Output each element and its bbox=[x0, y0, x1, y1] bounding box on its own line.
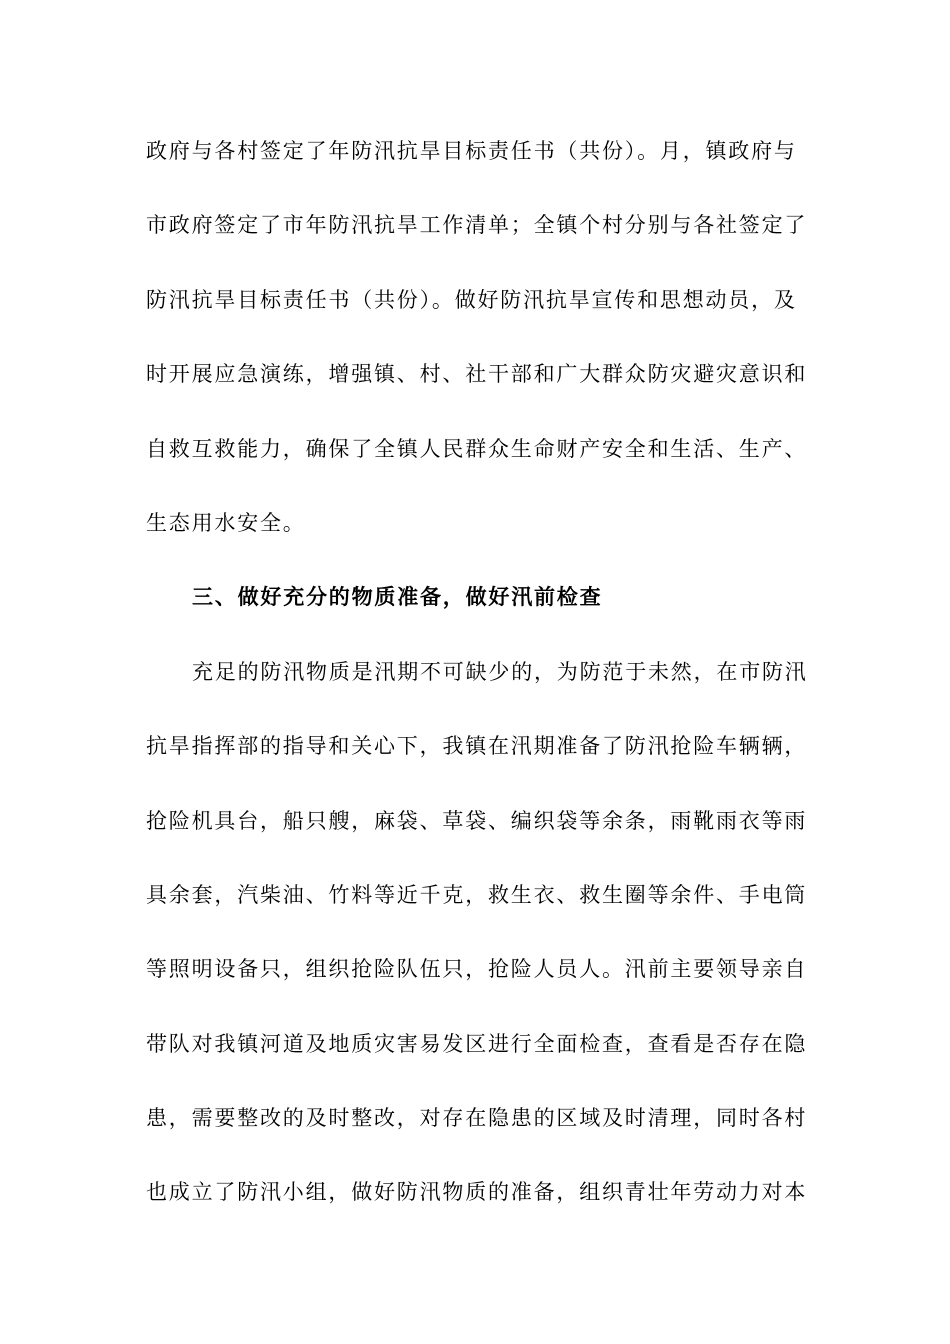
document-body bbox=[146, 124, 806, 1240]
paragraph-line: 等照明设备只，组织抢险队伍只，抢险人员人。汛前主要领导亲自 bbox=[146, 957, 808, 982]
paragraph-line: 生态用水安全。 bbox=[146, 510, 306, 535]
paragraph-line: 市政府签定了市年防汛抗旱工作清单；全镇个村分别与各社签定了 bbox=[146, 213, 808, 238]
paragraph-line: 也成立了防汛小组，做好防汛物质的准备，组织青壮年劳动力对本 bbox=[146, 1180, 808, 1205]
paragraph-line: 带队对我镇河道及地质灾害易发区进行全面检查，查看是否存在隐 bbox=[146, 1031, 808, 1056]
paragraph-line: 患，需要整改的及时整改，对存在隐患的区域及时清理，同时各村 bbox=[146, 1106, 808, 1131]
paragraph-line: 时开展应急演练，增强镇、村、社干部和广大群众防灾避灾意识和 bbox=[146, 362, 808, 387]
paragraph-line: 政府与各村签定了年防汛抗旱目标责任书（共份）。月，镇政府与 bbox=[146, 139, 797, 163]
paragraph-line: 抢险机具台，船只艘，麻袋、草袋、编织袋等余条，雨靴雨衣等雨 bbox=[146, 808, 808, 833]
paragraph-line: 充足的防汛物质是汛期不可缺少的，为防范于未然，在市防汛 bbox=[192, 659, 808, 684]
paragraph-line: 自救互救能力，确保了全镇人民群众生命财产安全和生活、生产、 bbox=[146, 436, 808, 461]
paragraph-line: 抗旱指挥部的指导和关心下，我镇在汛期准备了防汛抢险车辆辆， bbox=[146, 734, 808, 759]
section-heading: 三、做好充分的物质准备，做好汛前检查 bbox=[192, 584, 603, 610]
paragraph-line: 具余套，汽柴油、竹料等近千克，救生衣、救生圈等余件、手电筒 bbox=[146, 882, 808, 907]
paragraph-line: 防汛抗旱目标责任书（共份）。做好防汛抗旱宣传和思想动员，及 bbox=[146, 287, 797, 312]
